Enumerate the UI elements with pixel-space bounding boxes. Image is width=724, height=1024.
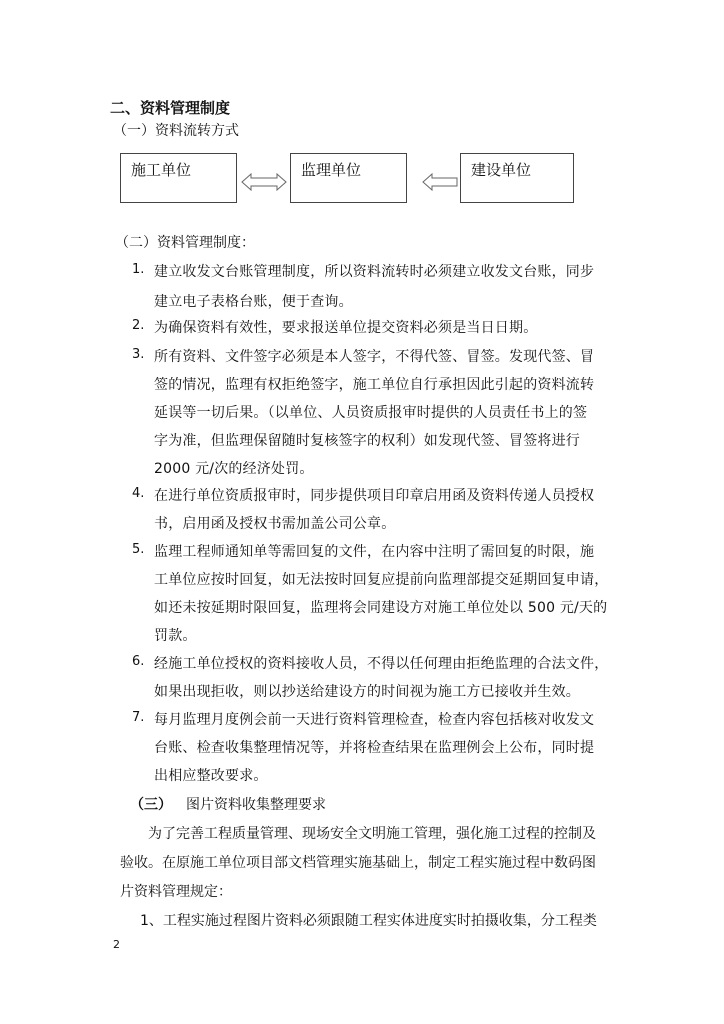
- list-item-line: 字为准，但监理保留随时复核签字的权利）如发现代签、冒签将进行: [154, 433, 580, 449]
- paragraph-line: 验收。在原施工单位项目部文档管理实施基础上，制定工程实施过程中数码图: [120, 855, 596, 871]
- subsection-2-title: （二）资料管理制度：: [115, 235, 255, 251]
- list-item-line: 为确保资料有效性，要求报送单位提交资料必须是当日日期。: [154, 320, 538, 336]
- list-item-line: 所有资料、文件签字必须是本人签字，不得代签、冒签。发现代签、冒: [154, 349, 595, 365]
- list-item-line: 如果出现拒收，则以抄送给建设方的时间视为施工方已接收并生效。: [154, 684, 580, 700]
- list-item-line: 监理工程师通知单等需回复的文件，在内容中注明了需回复的时限，施: [154, 544, 595, 560]
- list-item-line: 书，启用函及授权书需加盖公司公章。: [154, 516, 396, 532]
- list-item-line: 在进行单位资质报审时，同步提供项目印章启用函及资料传递人员授权: [154, 488, 595, 504]
- flow-box-construction: [120, 153, 237, 203]
- section-title: 二、资料管理制度: [110, 99, 231, 117]
- list-item-number: 5.: [132, 542, 145, 557]
- subsection-3-title: 图片资料收集整理要求: [186, 797, 326, 813]
- list-item-number: 2.: [132, 318, 145, 333]
- list-item-line: 建立电子表格台账，便于查询。: [154, 294, 353, 310]
- flow-box-owner-label: 建设单位: [471, 161, 532, 179]
- list-item-number: 6.: [132, 654, 145, 669]
- left-arrow-icon: [422, 172, 458, 192]
- list-item-number: 4.: [132, 486, 145, 501]
- double-arrow-icon: [241, 172, 287, 192]
- list-item-line: 工单位应按时回复，如无法按时回复应提前向监理部提交延期回复申请，: [154, 572, 609, 588]
- paragraph-line: 为了完善工程质量管理、现场安全文明施工管理，强化施工过程的控制及: [148, 826, 596, 842]
- list-item-line: 延误等一切后果。（以单位、人员资质报审时提供的人员责任书上的签: [154, 405, 588, 421]
- list-item-line: 出相应整改要求。: [154, 768, 268, 784]
- list-item-line: 如还未按延期时限回复，监理将会同建设方对施工单位处以 500 元/天的: [154, 600, 608, 616]
- flow-box-owner: [460, 153, 574, 203]
- list-item-line: 罚款。: [154, 628, 197, 644]
- list-item-number: 7.: [132, 710, 145, 725]
- list-item-line: 每月监理月度例会前一天进行资料管理检查，检查内容包括核对收发文: [154, 712, 595, 728]
- flow-box-construction-label: 施工单位: [131, 161, 192, 179]
- list-item-line: 2000 元/次的经济处罚。: [154, 461, 314, 477]
- list-item-line: 经施工单位授权的资料接收人员，不得以任何理由拒绝监理的合法文件，: [154, 656, 609, 672]
- paragraph-line: 1、工程实施过程图片资料必须跟随工程实体进度实时拍摄收集，分工程类: [140, 913, 597, 929]
- flow-box-supervision: [290, 153, 407, 203]
- flow-box-supervision-label: 监理单位: [301, 161, 362, 179]
- list-item-line: 台账、检查收集整理情况等，并将检查结果在监理例会上公布，同时提: [154, 740, 595, 756]
- list-item-number: 3.: [132, 347, 145, 362]
- subsection-1-title: （一）资料流转方式: [113, 123, 239, 139]
- subsection-3-label: （三）: [130, 797, 172, 813]
- list-item-line: 建立收发文台账管理制度，所以资料流转时必须建立收发文台账，同步: [154, 264, 595, 280]
- list-item-number: 1.: [132, 262, 145, 277]
- list-item-line: 签的情况，监理有权拒绝签字，施工单位自行承担因此引起的资料流转: [154, 377, 595, 393]
- page-number: 2: [113, 938, 120, 951]
- paragraph-line: 片资料管理规定：: [120, 884, 232, 900]
